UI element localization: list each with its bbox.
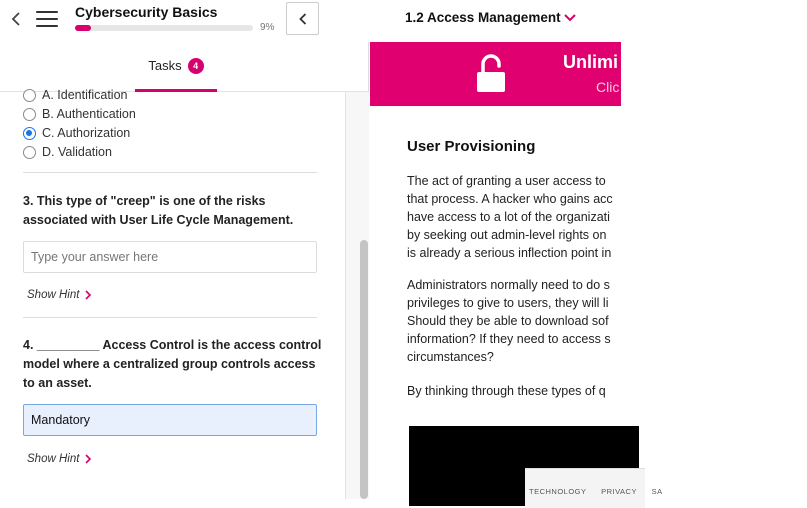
paragraph-line: privileges to give to users, they will li (407, 296, 609, 310)
back-button[interactable] (6, 9, 26, 29)
video-label: TECHNOLOGY (529, 487, 587, 496)
paragraph-line: Administrators normally need to do s (407, 278, 610, 292)
show-hint-label: Show Hint (27, 289, 80, 301)
option-b-label: B. Authentication (42, 107, 136, 121)
scrollbar-thumb[interactable] (360, 240, 368, 499)
paragraph-line: have access to a lot of the organizati (407, 210, 610, 224)
radio-option-b[interactable] (23, 108, 36, 121)
show-hint-label: Show Hint (27, 453, 80, 465)
option-a[interactable] (23, 86, 127, 104)
tasks-count-badge: 4 (188, 58, 204, 74)
top-bar (0, 0, 621, 42)
option-b[interactable] (23, 105, 136, 123)
collapse-panel-button[interactable] (286, 2, 319, 35)
paragraph-line: information? If they need to access s (407, 332, 611, 346)
menu-icon (36, 11, 58, 13)
chevron-left-icon (299, 13, 307, 25)
tab-tasks[interactable] (135, 42, 217, 92)
content-panel (370, 42, 663, 499)
show-hint-q3[interactable] (27, 289, 91, 301)
option-d-label: D. Validation (42, 145, 112, 159)
paragraph-line: Should they be able to download sof (407, 314, 609, 328)
menu-button[interactable] (36, 9, 58, 29)
question-4-answer-input[interactable] (23, 404, 317, 436)
option-a-label: A. Identification (42, 88, 128, 102)
section-title[interactable]: 1.2 Access Management (405, 10, 561, 25)
paragraph-line: The act of granting a user access to (407, 174, 606, 188)
divider (23, 172, 317, 173)
paragraph-line: that process. A hacker who gains acc (407, 192, 613, 206)
option-c-label: C. Authorization (42, 126, 131, 140)
divider (23, 317, 317, 318)
tabs-bar (0, 42, 369, 92)
radio-option-a[interactable] (23, 89, 36, 102)
chevron-left-icon (11, 12, 21, 26)
course-progress-fill (75, 25, 91, 31)
tab-tasks-label: Tasks (148, 58, 182, 73)
banner-title: Unlimi (563, 52, 619, 72)
option-d[interactable] (23, 143, 112, 161)
content-heading: User Provisioning (407, 138, 536, 155)
paragraph-line: is already a serious inflection point in (407, 246, 612, 260)
tasks-scroll-area (0, 88, 344, 499)
radio-option-c[interactable] (23, 127, 36, 140)
chevron-right-icon (85, 290, 91, 300)
option-c[interactable] (23, 124, 130, 142)
unlimited-banner[interactable] (370, 42, 621, 106)
radio-option-d[interactable] (23, 146, 36, 159)
question-3: 3. This type of "creep" is one of the risks associated with User Life Cycle Management. (23, 194, 294, 227)
video-thumbnail-strip (525, 468, 663, 508)
question-3-answer-input[interactable] (23, 241, 317, 273)
video-label: PRIVACY (601, 487, 637, 496)
course-title: Cybersecurity Basics (75, 4, 218, 20)
video-label: SA (651, 487, 663, 496)
paragraph-line: by seeking out admin-level rights on (407, 228, 607, 242)
paragraph-1 (407, 172, 807, 262)
unlocked-padlock-icon (475, 54, 507, 94)
question-4: 4. _________ Access Control is the access control model where a centralized group controls access to an asset. (23, 338, 322, 390)
show-hint-q4[interactable] (27, 453, 91, 465)
chevron-down-icon[interactable] (563, 12, 577, 24)
paragraph-line: circumstances? (407, 350, 494, 364)
tasks-panel (0, 42, 369, 499)
course-progress-text: 9% (260, 22, 275, 33)
paragraph-3: By thinking through these types of q (407, 384, 606, 398)
banner-subtitle: Clic (596, 79, 620, 95)
course-progress-bar (75, 25, 253, 31)
chevron-right-icon (85, 454, 91, 464)
paragraph-2 (407, 276, 807, 366)
